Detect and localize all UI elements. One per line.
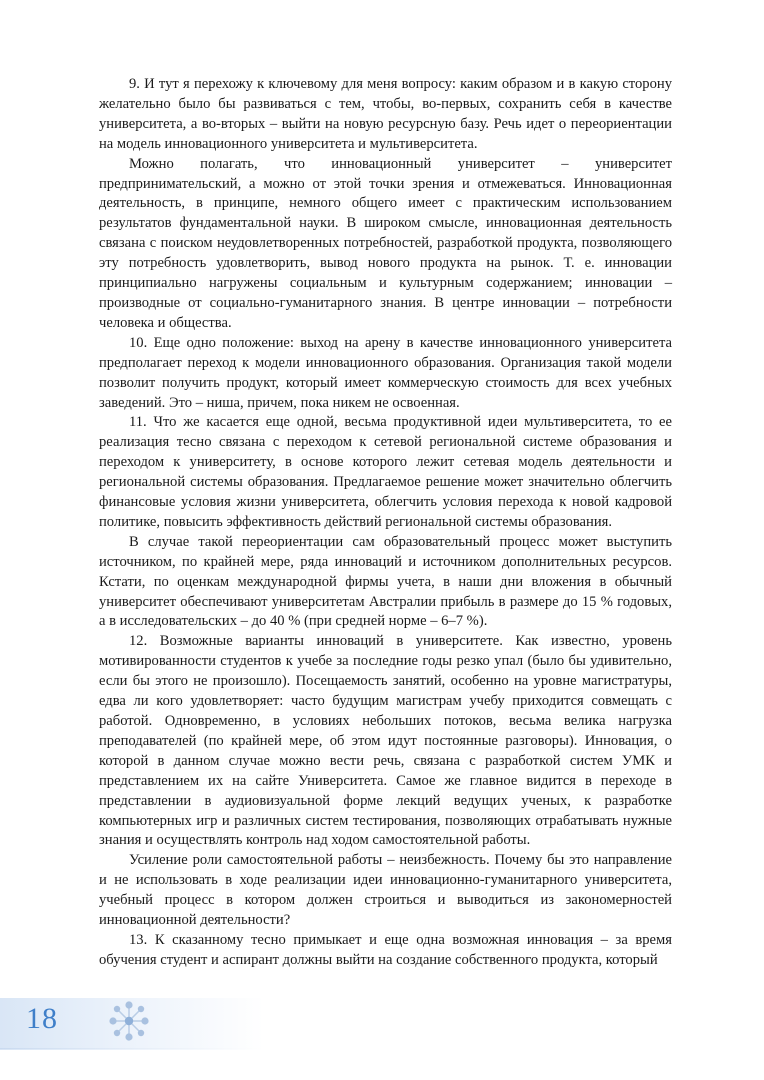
molecule-network-icon [108, 1000, 150, 1042]
paragraph: 12. Возможные варианты инноваций в университете. Как известно, уровень мотивированности студентов к учебе за последние годы резко упал (было бы удивительно, если бы этого не произошло). Посещаемость занятий, особенно на уровне магистратуры, едва ли кого удовлетворяет: часто будущим магистрам учебу приходится совмещать с работой. Одновременно, в условиях небольших потоков, весьма велика нагрузка преподавателей (по крайней мере, об этом идут постоянные разговоры). Инновация, о которой в данном случае можно вести речь, связана с разработкой систем УМК и представлением их на сайте Университета. Самое же главное видится в переходе в представлении в аудиовизуальной форме лекций ведущих ученых, к разработке компьютерных игр и различных систем тестирования, позволяющих отрабатывать нужные знания и осуществлять контроль над ходом самостоятельной работы. [99, 633, 672, 849]
page-number: 18 [26, 1002, 58, 1035]
page-body [99, 75, 672, 971]
paragraph: 11. Что же касается еще одной, весьма продуктивной идеи мультиверситета, то ее реализация тесно связана с переходом к сетевой региональной системе образования и переходом к университету, в основе которого лежит сетевая модель деятельности и региональной системы образования. Предлагаемое решение может значительно облегчить финансовые условия жизни университета, облегчить условия перехода к новой кадровой политике, повысить эффективность действий региональной системы образования. [99, 414, 672, 530]
paragraph: 13. К сказанному тесно примыкает и еще одна возможная инновация – за время обучения студент и аспирант должны выйти на создание собственного продукта, который [99, 931, 672, 968]
paragraph: 10. Еще одно положение: выход на арену в качестве инновационного университета предполагает переход к модели инновационного образования. Организация такой модели позволит получить продукт, который имеет коммерческую стоимость для всех учебных заведений. Это – ниша, причем, пока никем не освоенная. [99, 334, 672, 411]
footer-divider [0, 1048, 264, 1049]
paragraph: 9. И тут я перехожу к ключевому для меня вопросу: каким образом и в какую сторону желательно было бы развиваться с тем, чтобы, во-первых, сохранить себя в качестве университета, а во-вторых – выйти на новую ресурсную базу. Речь идет о переориентации на модель инновационного университета и мультиверситета. [99, 76, 672, 152]
paragraph: Можно полагать, что инновационный университет – университет предпринимательский, а можно от этой точки зрения и отмежеваться. Инновационная деятельность, в принципе, немного общего имеет с практическим использованием результатов фундаментальной науки. В широком смысле, инновационная деятельность связана с поиском неудовлетворенных потребностей, разработкой продукта, позволяющего эту потребность удовлетворить, вывод нового продукта на рынок. Т. е. инновации принципиально нагружены социальным и культурным содержанием; инновации – производные от социально-гуманитарного знания. В центре инновации – потребности человека и общества. [99, 155, 672, 331]
paragraph: Усиление роли самостоятельной работы – неизбежность. Почему бы это направление и не использовать в ходе реализации идеи инновационно-гуманитарного университета, учебный процесс в котором должен строиться и выводиться из закономерностей инновационной деятельности? [99, 852, 672, 929]
paragraph: В случае такой переориентации сам образовательный процесс может выступить источником, по крайней мере, ряда инноваций и источником дополнительных ресурсов. Кстати, по оценкам международной фирмы учета, в наши дни вложения в обычный университет обеспечивают университетам Австралии прибыль в размере до 15 % годовых, а в исследовательских – до 40 % (при средней норме – 6–7 %). [99, 533, 672, 630]
